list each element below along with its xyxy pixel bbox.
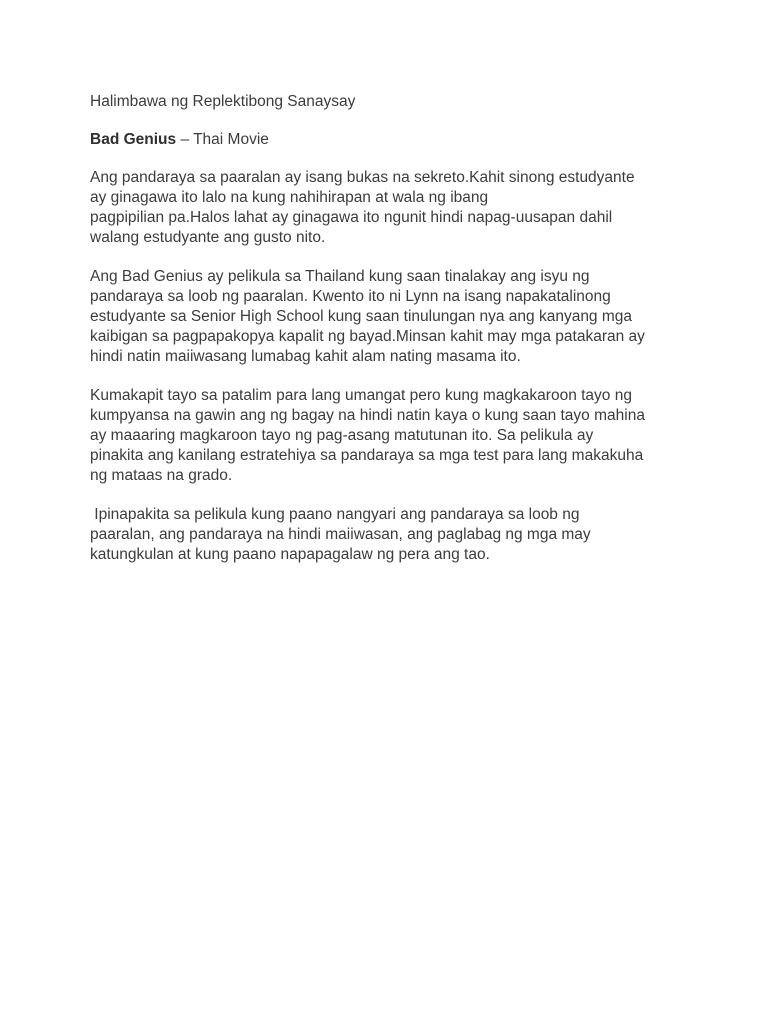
paragraph-line: Kumakapit tayo sa patalim para lang umangat pero kung magkakaroon tayo ng [90,387,632,404]
document-title: Halimbawa ng Replektibong Sanaysay [90,93,356,110]
paragraph-line: estudyante sa Senior High School kung saan tinulungan nya ang kanyang mga [90,308,633,325]
paragraph-line: katungkulan at kung paano napapagalaw ng pera ang tao. [90,546,490,563]
paragraph-line: pagpipilian pa.Halos lahat ay ginagawa ito ngunit hindi napag-uusapan dahil [90,209,613,226]
paragraph-2 [90,267,690,367]
paragraph-line: pandaraya sa loob ng paaralan. Kwento ito ni Lynn na isang napakatalinong [90,288,611,305]
paragraph-line: Ang Bad Genius ay pelikula sa Thailand kung saan tinalakay ang isyu ng [90,268,590,285]
paragraph-line: kumpyansa na gawin ang ng bagay na hindi natin kaya o kung saan tayo mahina [90,407,645,424]
document-body [90,92,690,584]
paragraph-3 [90,386,690,486]
paragraph-line: Ipinapakita sa pelikula kung paano nangyari ang pandaraya sa loob ng [90,506,580,523]
paragraph-line: pinakita ang kanilang estratehiya sa pandaraya sa mga test para lang makakuha [90,447,644,464]
document-subtitle [90,130,690,150]
movie-title: Bad Genius [90,131,177,148]
paragraph-line: hindi natin maiiwasang lumabag kahit alam nating masama ito. [90,348,521,365]
paragraph-line: ay ginagawa ito lalo na kung nahihirapan at wala ng ibang [90,189,489,206]
paragraph-line: walang estudyante ang gusto nito. [90,229,326,246]
paragraph-4 [90,505,690,565]
paragraph-line: ay maaaring magkaroon tayo ng pag-asang matutunan ito. Sa pelikula ay [90,427,594,444]
paragraph-line: kaibigan sa pagpapakopya kapalit ng bayad.Minsan kahit may mga patakaran ay [90,328,645,345]
paragraph-line: ng mataas na grado. [90,467,233,484]
paragraph-1 [90,168,690,248]
paragraph-line: Ang pandaraya sa paaralan ay isang bukas na sekreto.Kahit sinong estudyante [90,169,635,186]
paragraph-line: paaralan, ang pandaraya na hindi maiiwasan, ang paglabag ng mga may [90,526,591,543]
movie-origin: – Thai Movie [176,131,269,148]
